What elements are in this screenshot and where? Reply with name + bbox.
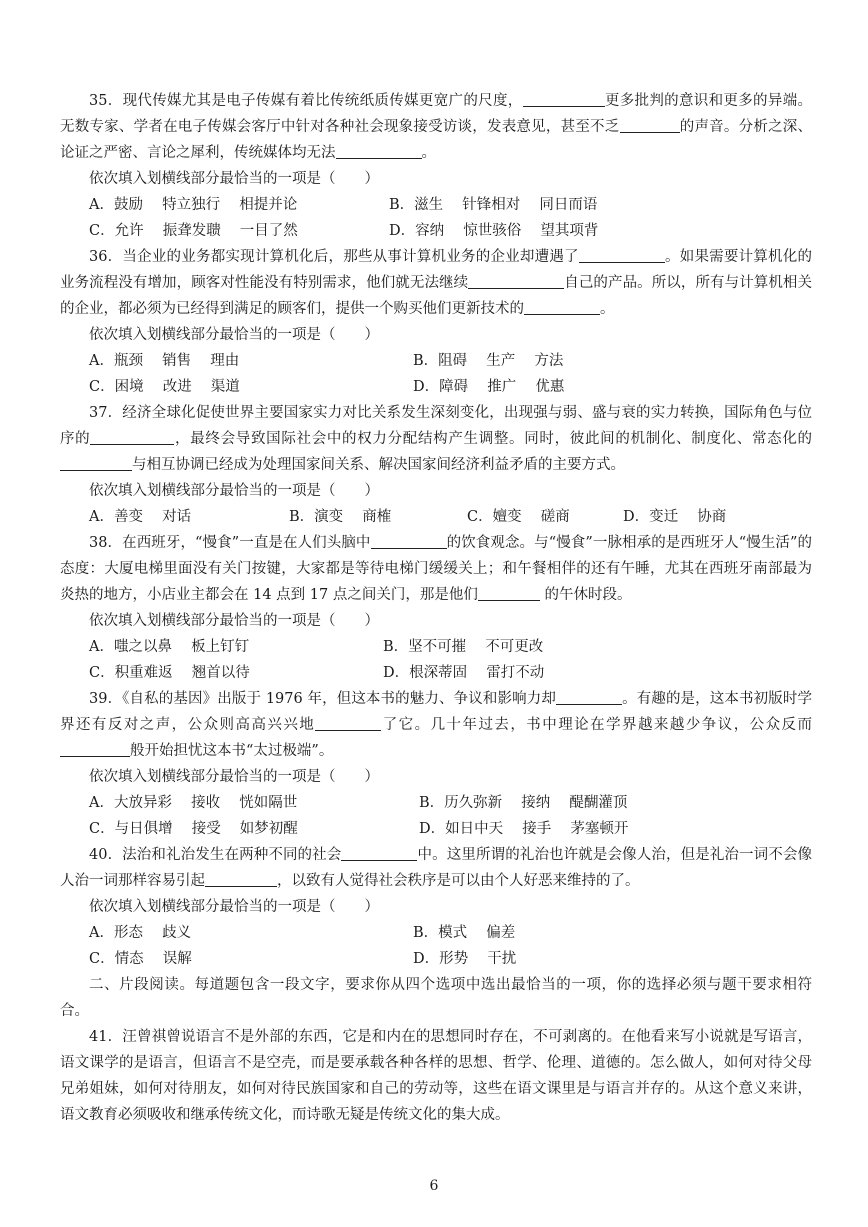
option-b: B．坚不可摧 不可更改: [383, 639, 544, 655]
blank-line: [524, 298, 600, 315]
blank-line: [315, 714, 381, 731]
page-number: 6: [429, 1178, 439, 1194]
blank-line: [468, 272, 564, 289]
question-40-stem: 40．法治和礼治发生在两种不同的社会 中。这里所谓的礼治也许就是会像人治，但是礼治一词不会像人治一词那样容易引起 ，以致有人觉得社会秩序是可以由个人好恶来维持的了。: [60, 842, 812, 894]
blank-line: [620, 116, 680, 133]
question-38-options-row2: [60, 660, 812, 686]
option-a: A．善变 对话: [89, 509, 192, 525]
question-40-options-row2: [60, 946, 812, 972]
option-c: C．允许 振聋发聩 一目了然: [89, 223, 298, 239]
question-35-stem: 35．现代传媒尤其是电子传媒有着比传统纸质传媒更宽广的尺度， 更多批判的意识和更多的异端。无数专家、学者在电子传媒会客厅中针对各种社会现象接受访谈，发表意见，甚至不乏 的声音。分析之深、论证之严密、言论之犀利，传统媒体均无法 。: [60, 88, 812, 166]
document-page: [60, 88, 812, 1128]
section-heading: 二、片段阅读。每道题包含一段文字，要求你从四个选项中选出最恰当的一项，你的选择必须与题干要求相符合。: [60, 977, 812, 1019]
blank-line: [60, 740, 130, 757]
question-40-options-row1: [60, 920, 812, 946]
question-36-prompt: 依次填入划横线部分最恰当的一项是（ ）: [89, 327, 379, 343]
option-c: C．与日俱增 接受 如梦初醒: [89, 821, 298, 837]
question-37-options: [60, 504, 812, 530]
option-b: B．阻碍 生产 方法: [413, 353, 564, 369]
question-38-stem: 38．在西班牙，“慢食”一直是在人们头脑中 的饮食观念。与“慢食”一脉相承的是西班牙人“慢生活”的态度：大厦电梯里面没有关门按键，大家都是等待电梯门缓缓关上；和午餐相伴的还有午睡，尤其在西班牙南部最为炎热的地方，小店业主都会在 14 点到 17 点之间关门，那是他们 的午休时段。: [60, 530, 812, 608]
question-35-options-row1: [60, 192, 812, 218]
option-c: C．嬗变 磋商: [467, 509, 570, 525]
option-d: D．形势 干扰: [413, 951, 517, 967]
option-d: D．如日中天 接手 茅塞顿开: [419, 821, 629, 837]
question-39-options-row2: [60, 816, 812, 842]
question-36-options-row2: [60, 374, 812, 400]
blank-line: [523, 90, 605, 107]
option-b: B．演变 商榷: [289, 509, 392, 525]
question-39-options-row1: [60, 790, 812, 816]
blank-line: [341, 844, 417, 861]
option-b: B．模式 偏差: [413, 925, 516, 941]
option-a: A．嗤之以鼻 板上钉钉: [89, 639, 250, 655]
question-37-stem: 37．经济全球化促使世界主要国家实力对比关系发生深刻变化，出现强与弱、盛与衰的实力转换，国际角色与位序的 ，最终会导致国际社会中的权力分配结构产生调整。同时，彼此间的机制化、制度化、常态化的与相互协调已经成为处理国家间关系、解决国家间经济利益矛盾的主要方式。: [60, 405, 813, 473]
option-a: A．形态 歧义: [89, 925, 192, 941]
blank-line: [579, 246, 665, 263]
blank-line: [60, 454, 132, 471]
question-37-prompt: 依次填入划横线部分最恰当的一项是（ ）: [89, 483, 379, 499]
question-39-prompt: 依次填入划横线部分最恰当的一项是（ ）: [89, 769, 379, 785]
question-35-options-row2: [60, 218, 812, 244]
question-41-passage: 41．汪曾祺曾说语言不是外部的东西，它是和内在的思想同时存在，不可剥离的。在他看来写小说就是写语言，语文课学的是语言，但语言不是空壳，而是要承载各种各样的思想、哲学、伦理、道德的。怎么做人，如何对待父母兄弟姐妹，如何对待朋友，如何对待民族国家和自己的劳动等，这些在语文课里是与语言并存的。从这个意义来讲，语文教育必须吸收和继承传统文化，而诗歌无疑是传统文化的集大成。: [60, 1029, 812, 1123]
option-d: D．根深蒂固 雷打不动: [383, 665, 545, 681]
option-c: C．情态 误解: [89, 951, 192, 967]
option-d: D．障碍 推广 优惠: [413, 379, 565, 395]
option-a: A．大放异彩 接收 恍如隔世: [89, 795, 298, 811]
option-c: C．积重难返 翘首以待: [89, 665, 250, 681]
option-d: D．容纳 惊世骇俗 望其项背: [389, 223, 599, 239]
question-40-prompt: 依次填入划横线部分最恰当的一项是（ ）: [89, 899, 379, 915]
blank-line: [371, 532, 447, 549]
blank-line: [478, 584, 540, 601]
option-b: B．历久弥新 接纳 醍醐灌顶: [419, 795, 628, 811]
option-a: A．鼓励 特立独行 相提并论: [89, 197, 298, 213]
option-d: D．变迁 协商: [623, 509, 727, 525]
blank-line: [556, 688, 622, 705]
question-36-stem: 36．当企业的业务都实现计算机化后，那些从事计算机业务的企业却遭遇了 。如果需要计算机化的业务流程没有增加，顾客对性能没有特别需求，他们就无法继续 自己的产品。所以，所有与计算机相关的企业，都必须为已经得到满足的顾客们，提供一个购买他们更新技术的 。: [60, 244, 812, 322]
option-c: C．困境 改进 渠道: [89, 379, 240, 395]
question-36-options-row1: [60, 348, 812, 374]
question-38-options-row1: [60, 634, 812, 660]
option-a: A．瓶颈 销售 理由: [89, 353, 240, 369]
question-38-prompt: 依次填入划横线部分最恰当的一项是（ ）: [89, 613, 379, 629]
question-35-prompt: 依次填入划横线部分最恰当的一项是（ ）: [89, 171, 379, 187]
option-b: B．滋生 针锋相对 同日而语: [389, 197, 598, 213]
blank-line: [336, 142, 422, 159]
blank-line: [205, 870, 277, 887]
question-39-stem: 39．《自私的基因》出版于 1976 年，但这本书的魅力、争议和影响力却 。有趣的是，这本书初版时学界还有反对之声，公众则高高兴兴地 了它。几十年过去，书中理论在学界越来越少争议，公众反而般开始担忧这本书“太过极端”。: [60, 686, 812, 764]
blank-line: [90, 428, 174, 445]
